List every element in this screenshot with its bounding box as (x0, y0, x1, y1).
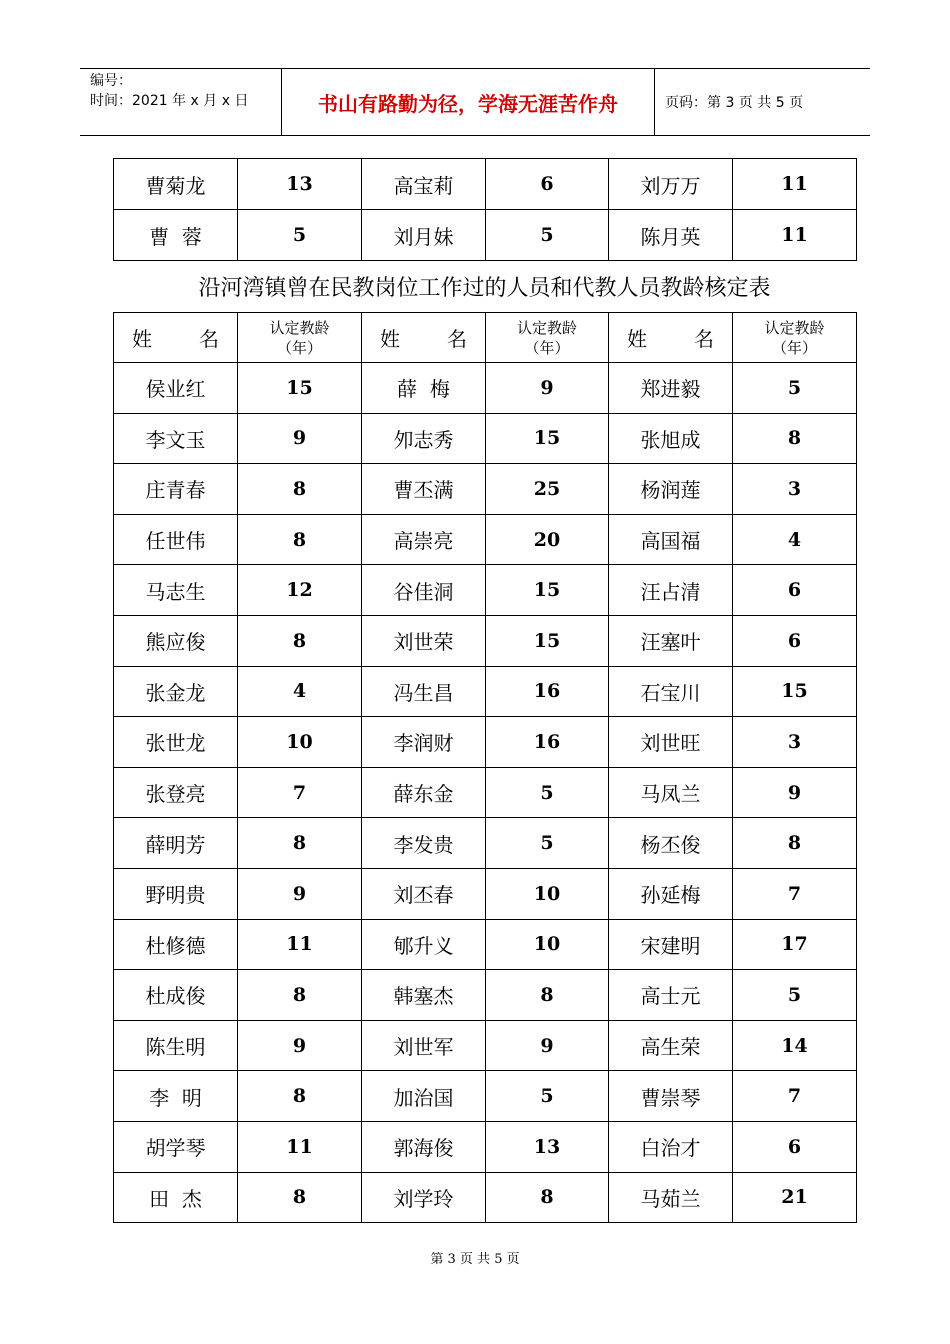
teaching-years-cell: 9 (238, 868, 362, 919)
person-name-cell: 刘丕春 (362, 868, 486, 919)
teaching-years-cell: 6 (733, 565, 857, 616)
teaching-years-cell: 5 (486, 818, 609, 869)
table-row (114, 1172, 857, 1223)
teaching-years-cell: 10 (238, 717, 362, 768)
person-name-cell: 李润财 (362, 717, 486, 768)
teaching-years-cell: 8 (486, 970, 609, 1021)
teaching-years-cell: 8 (238, 1071, 362, 1122)
person-name-cell: 张登亮 (114, 767, 238, 818)
header-name: 姓 名 (114, 313, 238, 363)
time-label: 时间：2021 年 x 月 x 日 (90, 93, 249, 109)
person-name-cell: 任世伟 (114, 514, 238, 565)
person-name-cell: 高生荣 (609, 1020, 733, 1071)
person-name-cell: 马茹兰 (609, 1172, 733, 1223)
person-name-cell: 刘月妹 (362, 210, 486, 261)
teaching-years-cell: 11 (733, 159, 857, 210)
table-row (114, 818, 857, 869)
person-name-cell: 薛明芳 (114, 818, 238, 869)
person-name-cell: 张旭成 (609, 413, 733, 464)
person-name-cell: 张世龙 (114, 717, 238, 768)
teaching-years-cell: 3 (733, 464, 857, 515)
teaching-years-cell: 10 (486, 868, 609, 919)
person-name-cell: 庄青春 (114, 464, 238, 515)
table-row (114, 363, 857, 414)
table-row (114, 565, 857, 616)
person-name-cell: 孙延梅 (609, 868, 733, 919)
person-name-cell: 杨丕俊 (609, 818, 733, 869)
person-name-cell: 刘世荣 (362, 615, 486, 666)
person-name-cell: 加治国 (362, 1071, 486, 1122)
table-row (114, 210, 857, 261)
teaching-years-cell: 5 (733, 970, 857, 1021)
person-name-cell: 高国福 (609, 514, 733, 565)
person-name-cell: 胡学琴 (114, 1121, 238, 1172)
person-name-cell: 张金龙 (114, 666, 238, 717)
person-name-cell: 曹丕满 (362, 464, 486, 515)
header-years: 认定教龄 （年） (486, 313, 609, 363)
teaching-years-cell: 12 (238, 565, 362, 616)
teaching-years-cell: 17 (733, 919, 857, 970)
person-name-cell: 宋建明 (609, 919, 733, 970)
teaching-years-cell: 8 (733, 413, 857, 464)
person-name-cell: 曹菊龙 (114, 159, 238, 210)
table-row (114, 514, 857, 565)
table-row (114, 1020, 857, 1071)
continued-table (113, 158, 857, 261)
teaching-years-cell: 8 (238, 818, 362, 869)
teaching-years-cell: 21 (733, 1172, 857, 1223)
person-name-cell: 刘万万 (609, 159, 733, 210)
teaching-years-cell: 6 (733, 1121, 857, 1172)
header-page-info: 页码：第 3 页 共 5 页 (665, 95, 804, 111)
person-name-cell: 夘志秀 (362, 413, 486, 464)
teaching-years-cell: 8 (733, 818, 857, 869)
person-name-cell: 杜修德 (114, 919, 238, 970)
code-label: 编号： (90, 73, 132, 89)
teaching-years-cell: 25 (486, 464, 609, 515)
person-name-cell: 李文玉 (114, 413, 238, 464)
teaching-years-cell: 8 (486, 1172, 609, 1223)
person-name-cell: 马凤兰 (609, 767, 733, 818)
header-meta (80, 69, 282, 135)
teaching-years-cell: 4 (733, 514, 857, 565)
table-row (114, 464, 857, 515)
teaching-years-cell: 5 (733, 363, 857, 414)
person-name-cell: 侯业红 (114, 363, 238, 414)
teaching-years-cell: 20 (486, 514, 609, 565)
teaching-years-cell: 6 (733, 615, 857, 666)
person-name-cell: 陈月英 (609, 210, 733, 261)
teaching-years-cell: 11 (733, 210, 857, 261)
person-name-cell: 陈生明 (114, 1020, 238, 1071)
person-name-cell: 谷佳洞 (362, 565, 486, 616)
teaching-years-cell: 14 (733, 1020, 857, 1071)
person-name-cell: 马志生 (114, 565, 238, 616)
teaching-years-cell: 8 (238, 464, 362, 515)
teaching-years-cell: 9 (486, 1020, 609, 1071)
header-motto: 书山有路勤为径，学海无涯苦作舟 (282, 69, 655, 135)
person-name-cell: 汪塞叶 (609, 615, 733, 666)
teaching-years-cell: 13 (486, 1121, 609, 1172)
table-row (114, 615, 857, 666)
table-row (114, 413, 857, 464)
teaching-years-cell: 16 (486, 717, 609, 768)
teaching-years-cell: 11 (238, 1121, 362, 1172)
person-name-cell: 刘世军 (362, 1020, 486, 1071)
person-name-cell: 田 杰 (114, 1172, 238, 1223)
table-row (114, 1071, 857, 1122)
person-name-cell: 熊应俊 (114, 615, 238, 666)
teaching-years-cell: 8 (238, 615, 362, 666)
teaching-years-cell: 15 (486, 565, 609, 616)
teaching-years-cell: 7 (238, 767, 362, 818)
teaching-years-cell: 7 (733, 868, 857, 919)
person-name-cell: 杜成俊 (114, 970, 238, 1021)
person-name-cell: 曹崇琴 (609, 1071, 733, 1122)
person-name-cell: 高士元 (609, 970, 733, 1021)
teaching-years-cell: 9 (238, 413, 362, 464)
person-name-cell: 刘学玲 (362, 1172, 486, 1223)
person-name-cell: 曹 蓉 (114, 210, 238, 261)
person-name-cell: 薛 梅 (362, 363, 486, 414)
teaching-years-cell: 5 (238, 210, 362, 261)
teaching-years-cell: 3 (733, 717, 857, 768)
teaching-years-cell: 8 (238, 514, 362, 565)
person-name-cell: 高崇亮 (362, 514, 486, 565)
table-row (114, 767, 857, 818)
table-row (114, 666, 857, 717)
teaching-years-cell: 8 (238, 1172, 362, 1223)
teaching-years-cell: 11 (238, 919, 362, 970)
teaching-years-cell: 16 (486, 666, 609, 717)
person-name-cell: 石宝川 (609, 666, 733, 717)
person-name-cell: 野明贵 (114, 868, 238, 919)
table-row (114, 970, 857, 1021)
teaching-years-cell: 4 (238, 666, 362, 717)
teaching-years-cell: 8 (238, 970, 362, 1021)
teaching-years-cell: 5 (486, 210, 609, 261)
teaching-years-cell: 6 (486, 159, 609, 210)
teaching-years-cell: 5 (486, 1071, 609, 1122)
page-header (80, 68, 870, 136)
teaching-years-cell: 9 (238, 1020, 362, 1071)
teaching-years-cell: 7 (733, 1071, 857, 1122)
person-name-cell: 李发贵 (362, 818, 486, 869)
person-name-cell: 白治才 (609, 1121, 733, 1172)
person-name-cell: 郭海俊 (362, 1121, 486, 1172)
teaching-years-cell: 10 (486, 919, 609, 970)
table-row (114, 868, 857, 919)
header-years: 认定教龄 （年） (238, 313, 362, 363)
table-row (114, 717, 857, 768)
person-name-cell: 高宝莉 (362, 159, 486, 210)
person-name-cell: 薛东金 (362, 767, 486, 818)
teaching-years-table (113, 312, 857, 1223)
person-name-cell: 汪占清 (609, 565, 733, 616)
teaching-years-cell: 13 (238, 159, 362, 210)
header-years: 认定教龄 （年） (733, 313, 857, 363)
person-name-cell: 郑进毅 (609, 363, 733, 414)
teaching-years-cell: 9 (486, 363, 609, 414)
table-row (114, 159, 857, 210)
teaching-years-cell: 15 (238, 363, 362, 414)
table-title: 沿河湾镇曾在民教岗位工作过的人员和代教人员教龄核定表 (198, 276, 771, 301)
person-name-cell: 李 明 (114, 1071, 238, 1122)
header-name: 姓 名 (362, 313, 486, 363)
person-name-cell: 冯生昌 (362, 666, 486, 717)
teaching-years-cell: 15 (733, 666, 857, 717)
person-name-cell: 杨润莲 (609, 464, 733, 515)
person-name-cell: 刘世旺 (609, 717, 733, 768)
table-row (114, 919, 857, 970)
teaching-years-cell: 15 (486, 615, 609, 666)
teaching-years-cell: 15 (486, 413, 609, 464)
table-row (114, 1121, 857, 1172)
header-name: 姓 名 (609, 313, 733, 363)
person-name-cell: 郇升义 (362, 919, 486, 970)
person-name-cell: 韩塞杰 (362, 970, 486, 1021)
page-footer: 第 3 页 共 5 页 (430, 1252, 520, 1267)
teaching-years-cell: 9 (733, 767, 857, 818)
teaching-years-cell: 5 (486, 767, 609, 818)
